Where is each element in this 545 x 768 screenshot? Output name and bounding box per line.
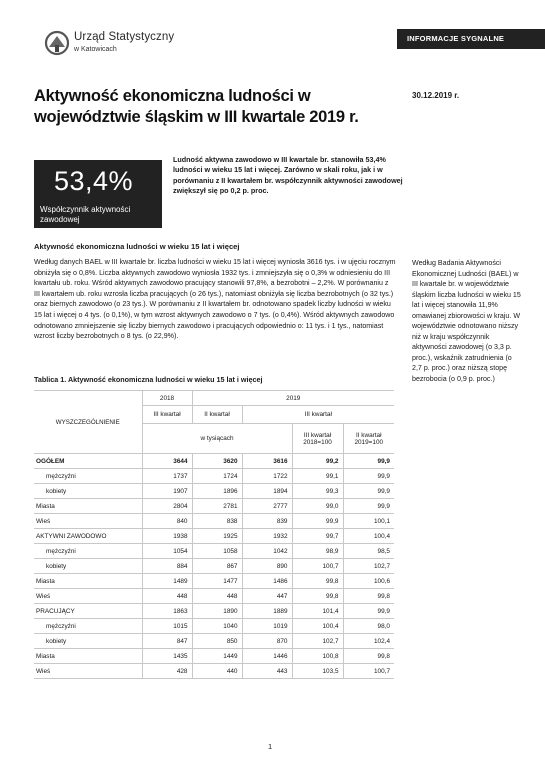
table-row xyxy=(34,514,394,529)
table-row xyxy=(34,469,394,484)
cell-value: 870 xyxy=(242,634,292,649)
cell-value: 100,8 xyxy=(292,649,343,664)
row-label: kobiety xyxy=(34,484,142,499)
cell-value: 101,4 xyxy=(292,604,343,619)
cell-value: 98,0 xyxy=(343,619,394,634)
cell-value: 1890 xyxy=(192,604,242,619)
table-row xyxy=(34,559,394,574)
page-title: Aktywność ekonomiczna ludności w województwie śląskim w III kwartale 2019 r. xyxy=(34,87,359,126)
table-row xyxy=(34,484,394,499)
row-label: Miasta xyxy=(34,574,142,589)
cell-value: 1489 xyxy=(142,574,192,589)
kpi-box xyxy=(34,160,162,228)
header-q3-2018: III kwartał xyxy=(142,406,192,424)
cell-value: 98,5 xyxy=(343,544,394,559)
cell-value: 448 xyxy=(192,589,242,604)
row-label: AKTYWNI ZAWODOWO xyxy=(34,529,142,544)
section-title: Aktywność ekonomiczna ludności w wieku 15 lat i więcej xyxy=(34,242,240,251)
cell-value: 1896 xyxy=(192,484,242,499)
cell-value: 867 xyxy=(192,559,242,574)
cell-value: 99,9 xyxy=(343,499,394,514)
cell-value: 99,1 xyxy=(292,469,343,484)
table-row xyxy=(34,544,394,559)
org-subtitle: w Katowicach xyxy=(74,46,117,53)
cell-value: 1722 xyxy=(242,469,292,484)
cell-value: 1477 xyxy=(192,574,242,589)
cell-value: 100,4 xyxy=(343,529,394,544)
cell-value: 102,4 xyxy=(343,634,394,649)
cell-value: 1058 xyxy=(192,544,242,559)
cell-value: 99,3 xyxy=(292,484,343,499)
cell-value: 1054 xyxy=(142,544,192,559)
org-name: Urząd Statystyczny xyxy=(74,31,175,43)
cell-value: 99,8 xyxy=(292,574,343,589)
header-q3-2019: III kwartał xyxy=(242,406,394,424)
header-index-qoq: II kwartał 2019=100 xyxy=(343,424,394,454)
table-row xyxy=(34,619,394,634)
cell-value: 1042 xyxy=(242,544,292,559)
cell-value: 1938 xyxy=(142,529,192,544)
row-label: kobiety xyxy=(34,634,142,649)
page-number: 1 xyxy=(268,742,273,751)
cell-value: 448 xyxy=(142,589,192,604)
cell-value: 3644 xyxy=(142,454,192,469)
body-paragraph: Według danych BAEL w III kwartale br. liczba ludności w wieku 15 lat i więcej wyniosła 3616 tys. i w ujęciu rocznym obniżyła się o 0,8%. Liczba aktywnych zawodowo wyniosła 1932 tys. i zmniejszyła się o 0,3% w odniesieniu do III kwartału ub. roku. Wśród aktywnych zawodowo pracujący stanowili 97,8%, a bezrobotni – 2,2%. W porównaniu z III kwartałem ub. roku wzrosła liczba pracujących (o 26 tys.), natomiast obniżyła się liczba bezrobotnych (o 32 tys.) oraz biernych zawodowo (o 23 tys.). W porównaniu z II kwartałem br. odnotowano spadek liczby ludności w wieku 15 lat i więcej o 4 tys. (o 0,1%), w tym wzrost aktywnych zawodowo o 7 tys. (o 0,4%). Wśród aktywnych zawodowo odnotowano zmniejszenie się liczby biernych zawodowo i pracujących odpowiednio o: 11 tys. i 1 tys., natomiast wzrost liczby bezrobotnych o 8 tys. (o 22,9%). xyxy=(34,258,396,341)
cell-value: 99,8 xyxy=(343,649,394,664)
cell-value: 1019 xyxy=(242,619,292,634)
row-label: OGÓŁEM xyxy=(34,454,142,469)
cell-value: 447 xyxy=(242,589,292,604)
kpi-label: Współczynnik aktywności zawodowej xyxy=(40,205,131,224)
cell-value: 99,9 xyxy=(343,484,394,499)
table-row xyxy=(34,574,394,589)
cell-value: 840 xyxy=(142,514,192,529)
cell-value: 884 xyxy=(142,559,192,574)
cell-value: 850 xyxy=(192,634,242,649)
cell-value: 440 xyxy=(192,664,242,679)
table-row xyxy=(34,589,394,604)
cell-value: 102,7 xyxy=(343,559,394,574)
row-label: mężczyźni xyxy=(34,544,142,559)
cell-value: 838 xyxy=(192,514,242,529)
header-year-2018: 2018 xyxy=(142,391,192,406)
cell-value: 839 xyxy=(242,514,292,529)
cell-value: 1737 xyxy=(142,469,192,484)
header-unit: w tysiącach xyxy=(142,424,292,454)
cell-value: 100,7 xyxy=(343,664,394,679)
cell-value: 100,7 xyxy=(292,559,343,574)
cell-value: 2804 xyxy=(142,499,192,514)
cell-value: 847 xyxy=(142,634,192,649)
cell-value: 1446 xyxy=(242,649,292,664)
row-label: PRACUJĄCY xyxy=(34,604,142,619)
cell-value: 99,8 xyxy=(343,589,394,604)
header-index-yoy: III kwartał 2018=100 xyxy=(292,424,343,454)
stub-header: WYSZCZEGÓLNIENIE xyxy=(34,391,142,454)
cell-value: 1449 xyxy=(192,649,242,664)
org-logo xyxy=(44,28,174,60)
cell-value: 99,7 xyxy=(292,529,343,544)
table-row xyxy=(34,634,394,649)
cell-value: 99,9 xyxy=(292,514,343,529)
cell-value: 1907 xyxy=(142,484,192,499)
header-q2-2019: II kwartał xyxy=(192,406,242,424)
row-label: Miasta xyxy=(34,499,142,514)
cell-value: 99,0 xyxy=(292,499,343,514)
cell-value: 3620 xyxy=(192,454,242,469)
cell-value: 1486 xyxy=(242,574,292,589)
cell-value: 1435 xyxy=(142,649,192,664)
cell-value: 99,9 xyxy=(343,469,394,484)
lead-paragraph: Ludność aktywna zawodowo w III kwartale br. stanowiła 53,4% ludności w wieku 15 lat i więcej. Zarówno w skali roku, jak i w porównaniu z II kwartałem br. współczynnik aktywności zawodowej zwiększył się po 0,2 p. proc. xyxy=(173,155,403,196)
publication-date: 30.12.2019 r. xyxy=(412,91,460,100)
table-row xyxy=(34,604,394,619)
row-label: Wieś xyxy=(34,589,142,604)
sidebar-note: Według Badania Aktywności Ekonomicznej Ludności (BAEL) w III kwartale br. w województwie śląskim liczba ludności w wieku 15 lat i więcej stanowiła 11,9% omawianej zbiorowości w kraju. W województwie odnotowano niższy niż w kraju współczynnik aktywności zawodowej (o 3,3 p. proc.), wskaźnik zatrudnienia (o 2,7 p. proc.) oraz niższą stopę bezrobocia (o 0,9 p. proc.) xyxy=(412,259,521,383)
cell-value: 3616 xyxy=(242,454,292,469)
cell-value: 102,7 xyxy=(292,634,343,649)
statistics-office-logo-icon xyxy=(44,30,70,56)
header-year-2019: 2019 xyxy=(192,391,394,406)
cell-value: 103,5 xyxy=(292,664,343,679)
cell-value: 1925 xyxy=(192,529,242,544)
row-label: kobiety xyxy=(34,559,142,574)
kpi-value: 53,4% xyxy=(54,166,134,196)
table-row xyxy=(34,454,394,469)
cell-value: 1040 xyxy=(192,619,242,634)
cell-value: 99,8 xyxy=(292,589,343,604)
cell-value: 1863 xyxy=(142,604,192,619)
row-label: Wieś xyxy=(34,664,142,679)
cell-value: 2777 xyxy=(242,499,292,514)
cell-value: 1724 xyxy=(192,469,242,484)
publication-type-badge: INFORMACJE SYGNALNE xyxy=(397,29,545,49)
cell-value: 99,9 xyxy=(343,604,394,619)
table-row xyxy=(34,529,394,544)
cell-value: 1015 xyxy=(142,619,192,634)
cell-value: 1894 xyxy=(242,484,292,499)
cell-value: 98,9 xyxy=(292,544,343,559)
cell-value: 428 xyxy=(142,664,192,679)
table-row xyxy=(34,499,394,514)
row-label: Wieś xyxy=(34,514,142,529)
row-label: Miasta xyxy=(34,649,142,664)
cell-value: 100,1 xyxy=(343,514,394,529)
cell-value: 2781 xyxy=(192,499,242,514)
table-row xyxy=(34,649,394,664)
row-label: mężczyźni xyxy=(34,469,142,484)
table-row xyxy=(34,664,394,679)
data-table xyxy=(34,390,394,679)
cell-value: 443 xyxy=(242,664,292,679)
cell-value: 890 xyxy=(242,559,292,574)
cell-value: 1889 xyxy=(242,604,292,619)
cell-value: 100,4 xyxy=(292,619,343,634)
cell-value: 100,6 xyxy=(343,574,394,589)
row-label: mężczyźni xyxy=(34,619,142,634)
cell-value: 99,2 xyxy=(292,454,343,469)
cell-value: 1932 xyxy=(242,529,292,544)
table-title: Tablica 1. Aktywność ekonomiczna ludności w wieku 15 lat i więcej xyxy=(34,375,263,384)
cell-value: 99,9 xyxy=(343,454,394,469)
